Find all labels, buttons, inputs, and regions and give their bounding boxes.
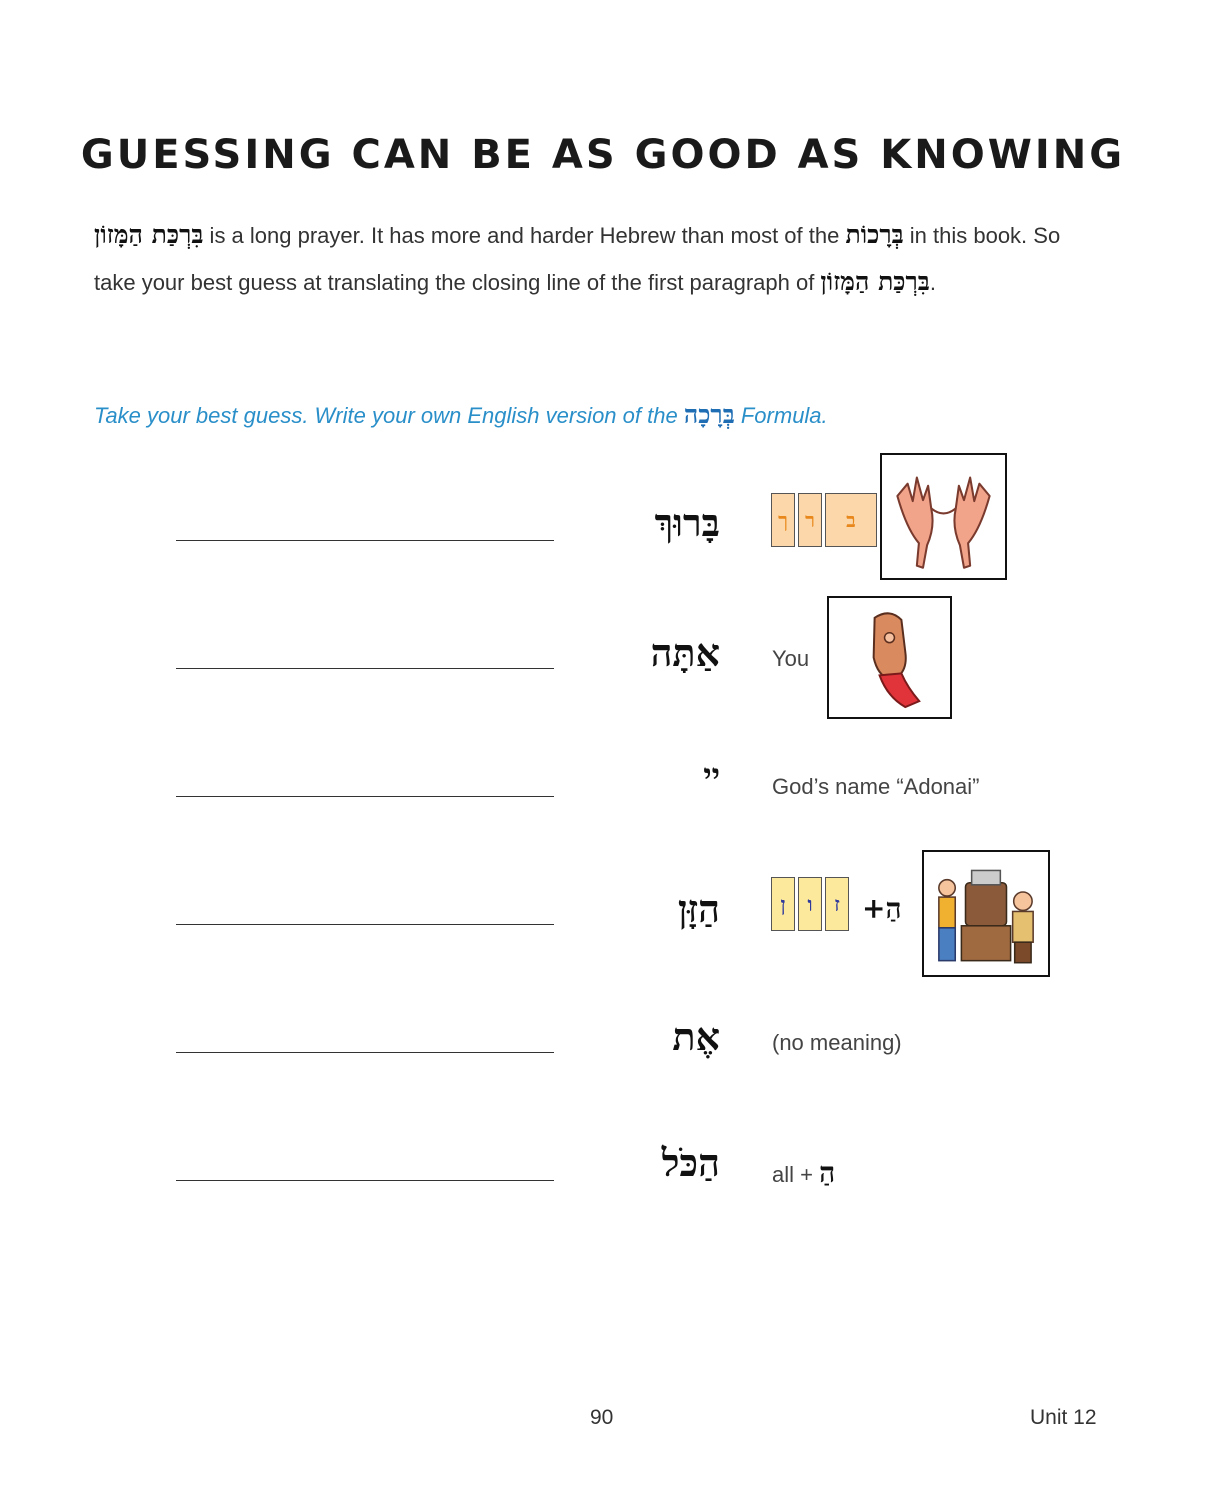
intro-hebrew-birkat-hamazon: בִּרְכַּת הַמָּזוֹן (94, 220, 204, 249)
answer-line[interactable] (176, 1052, 554, 1053)
instruction-text-2: Formula. (734, 403, 828, 428)
root-letter-tiles (771, 877, 849, 931)
page-number: 90 (590, 1406, 614, 1429)
feeding-people-icon (922, 850, 1050, 977)
instruction-text-1: Take your best guess. Write your own English version of the (94, 403, 684, 428)
root-letter-tile: ו (798, 877, 822, 931)
hebrew-word: בָּרוּךְ (654, 500, 720, 545)
answer-line[interactable] (176, 668, 554, 669)
answer-line[interactable] (176, 1180, 554, 1181)
root-letter-tiles (771, 493, 877, 547)
meaning-hebrew-he: הַ (819, 1156, 836, 1189)
intro-text-3: . (929, 270, 936, 295)
hebrew-word: הַזָּן (677, 886, 720, 931)
hebrew-word: הַכֹּל (661, 1140, 720, 1185)
hebrew-word: יי (703, 756, 720, 794)
hebrew-word: אֶת (672, 1014, 720, 1059)
prefix-he: +הַ (862, 892, 902, 925)
meaning-text: God’s name “Adonai” (772, 774, 980, 799)
answer-line[interactable] (176, 924, 554, 925)
instruction-text (94, 400, 828, 430)
unit-label: Unit 12 (1030, 1406, 1097, 1429)
meaning-text: You (772, 646, 810, 671)
meaning-text-all: all + (772, 1162, 820, 1187)
root-letter-tile: ב (825, 493, 877, 547)
intro-text-2: in this book. So take your best guess at translating the closing line of the first paragraph of (94, 223, 1061, 295)
hebrew-word: אַתָּה (650, 630, 720, 675)
root-letter-tile: ן (771, 877, 795, 931)
instruction-hebrew-bracha: בְּרָכָה (683, 400, 735, 429)
intro-hebrew-birkat-hamazon-2: בִּרְכַּת הַמָּזוֹן (820, 267, 930, 296)
root-letter-tile: ז (825, 877, 849, 931)
root-letter-tile: ך (771, 493, 795, 547)
answer-line[interactable] (176, 796, 554, 797)
root-letter-tile: ר (798, 493, 822, 547)
meaning-text (772, 1156, 835, 1190)
pointing-hand-icon (827, 596, 952, 719)
intro-paragraph (94, 212, 1094, 306)
intro-text-1: is a long prayer. It has more and harder Hebrew than most of the (203, 223, 846, 248)
hands-icon (880, 453, 1007, 580)
answer-line[interactable] (176, 540, 554, 541)
page-title: GUESSING CAN BE AS GOOD AS KNOWING (80, 132, 1126, 178)
meaning-text: (no meaning) (772, 1030, 902, 1055)
intro-hebrew-brachot: בְּרָכוֹת (845, 220, 904, 249)
